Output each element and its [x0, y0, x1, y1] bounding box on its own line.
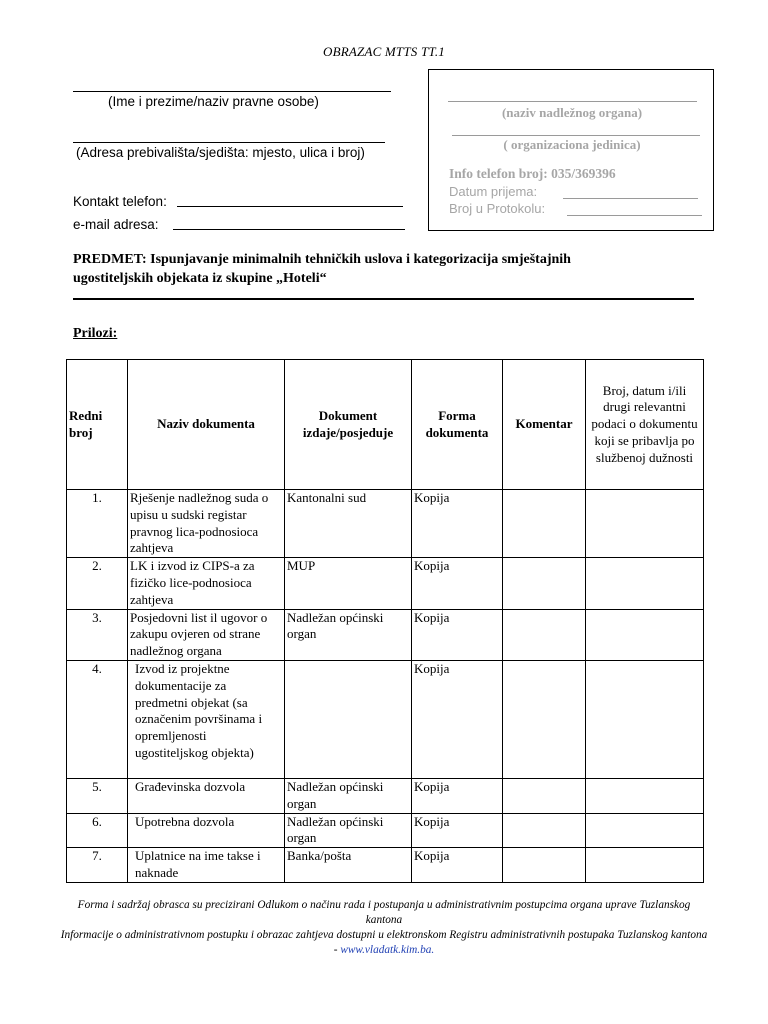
email-field[interactable] [173, 229, 405, 230]
phone-label: Kontakt telefon: [73, 194, 167, 209]
document-issuer [285, 660, 412, 778]
document-issuer: MUP [285, 558, 412, 609]
row-number: 1. [67, 490, 128, 558]
document-form: Kopija [412, 490, 503, 558]
comment-cell[interactable] [503, 813, 586, 848]
document-name: Upotrebna dozvola [128, 813, 285, 848]
col-header-no: Redni broj [67, 360, 128, 490]
official-data-cell[interactable] [586, 660, 704, 778]
authority-box [428, 69, 714, 231]
row-number: 7. [67, 848, 128, 883]
form-code: OBRAZAC MTTS TT.1 [323, 44, 445, 59]
attachments-table [66, 359, 704, 883]
row-number: 4. [67, 660, 128, 778]
table-row [67, 778, 704, 813]
document-form: Kopija [412, 813, 503, 848]
applicant-address-line[interactable] [73, 142, 385, 143]
col-header-form: Forma dokumenta [412, 360, 503, 490]
info-phone: Info telefon broj: 035/369396 [449, 166, 616, 181]
official-data-cell[interactable] [586, 813, 704, 848]
table-header-row [67, 360, 704, 490]
document-issuer: Nadležan općinski organ [285, 813, 412, 848]
document-name: Građevinska dozvola [128, 778, 285, 813]
document-issuer: Banka/pošta [285, 848, 412, 883]
document-name: LK i izvod iz CIPS-a za fizičko lice-podnosioca zahtjeva [128, 558, 285, 609]
footer-note [60, 898, 708, 958]
comment-cell[interactable] [503, 660, 586, 778]
table-row [67, 660, 704, 778]
table-row [67, 609, 704, 660]
table-row [67, 558, 704, 609]
official-data-cell[interactable] [586, 778, 704, 813]
comment-cell[interactable] [503, 558, 586, 609]
document-name: Izvod iz projektne dokumentacije za predmetni objekat (sa označenim površinama i opremljenosti ugostiteljskog objekta) [128, 660, 285, 778]
document-issuer: Nadležan općinski organ [285, 778, 412, 813]
footer-line-1: Forma i sadržaj obrasca su precizirani Odlukom o načinu rada i postupanja u administrativnim postupcima organa uprave Tuzlanskog kantona [77, 899, 691, 926]
official-data-cell[interactable] [586, 848, 704, 883]
official-data-cell[interactable] [586, 558, 704, 609]
document-form: Kopija [412, 660, 503, 778]
document-name: Uplatnice na ime takse i naknade [128, 848, 285, 883]
row-number: 5. [67, 778, 128, 813]
row-number: 2. [67, 558, 128, 609]
document-form: Kopija [412, 778, 503, 813]
document-name: Posjedovni list il ugovor o zakupu ovjeren od strane nadležnog organa [128, 609, 285, 660]
attachments-title: Prilozi: [73, 326, 118, 341]
col-header-comment: Komentar [503, 360, 586, 490]
footer-link[interactable]: www.vladatk.kim.ba. [340, 944, 435, 956]
date-received-field[interactable] [563, 198, 698, 199]
authority-name-line[interactable] [448, 101, 697, 102]
comment-cell[interactable] [503, 778, 586, 813]
email-label: e-mail adresa: [73, 217, 159, 232]
protocol-number-label: Broj u Protokolu: [449, 201, 546, 216]
protocol-number-field[interactable] [567, 215, 702, 216]
comment-cell[interactable] [503, 848, 586, 883]
document-form: Kopija [412, 558, 503, 609]
document-issuer: Kantonalni sud [285, 490, 412, 558]
col-header-official-data: Broj, datum i/ili drugi relevantni podaci o dokumentu koji se pribavlja po službenoj dužnosti [586, 360, 704, 490]
authority-caption: (naziv nadležnog organa) [501, 105, 643, 120]
subject-line-2: ugostiteljskih objekata iz skupine „Hoteli“ [73, 271, 327, 286]
subject-divider [73, 298, 694, 300]
official-data-cell[interactable] [586, 609, 704, 660]
col-header-issuer: Dokument izdaje/posjeduje [285, 360, 412, 490]
col-header-doc-name: Naziv dokumenta [128, 360, 285, 490]
official-data-cell[interactable] [586, 490, 704, 558]
row-number: 6. [67, 813, 128, 848]
row-number: 3. [67, 609, 128, 660]
phone-field[interactable] [177, 206, 403, 207]
applicant-name-caption: (Ime i prezime/naziv pravne osobe) [108, 94, 319, 109]
table-row [67, 848, 704, 883]
applicant-name-line[interactable] [73, 91, 391, 92]
footer-line-2-text: Informacije o administrativnom postupku i obrazac zahtjeva dostupni u elektronskom Registru administrativnih postupaka Tuzlanskog kantona - [60, 929, 708, 956]
footer-line-2 [60, 928, 708, 958]
applicant-address-caption: (Adresa prebivališta/sjedišta: mjesto, ulica i broj) [76, 145, 365, 160]
subject [73, 250, 713, 288]
document-issuer: Nadležan općinski organ [285, 609, 412, 660]
comment-cell[interactable] [503, 609, 586, 660]
comment-cell[interactable] [503, 490, 586, 558]
document-name: Rješenje nadležnog suda o upisu u sudski registar pravnog lica-podnosioca zahtjeva [128, 490, 285, 558]
subject-line-1: PREDMET: Ispunjavanje minimalnih tehničkih uslova i kategorizacija smještajnih [73, 252, 571, 267]
org-unit-caption: ( organizaciona jedinica) [503, 137, 641, 152]
table-row [67, 490, 704, 558]
document-form: Kopija [412, 609, 503, 660]
date-received-label: Datum prijema: [449, 184, 538, 199]
org-unit-line[interactable] [452, 135, 700, 136]
table-row [67, 813, 704, 848]
document-form: Kopija [412, 848, 503, 883]
